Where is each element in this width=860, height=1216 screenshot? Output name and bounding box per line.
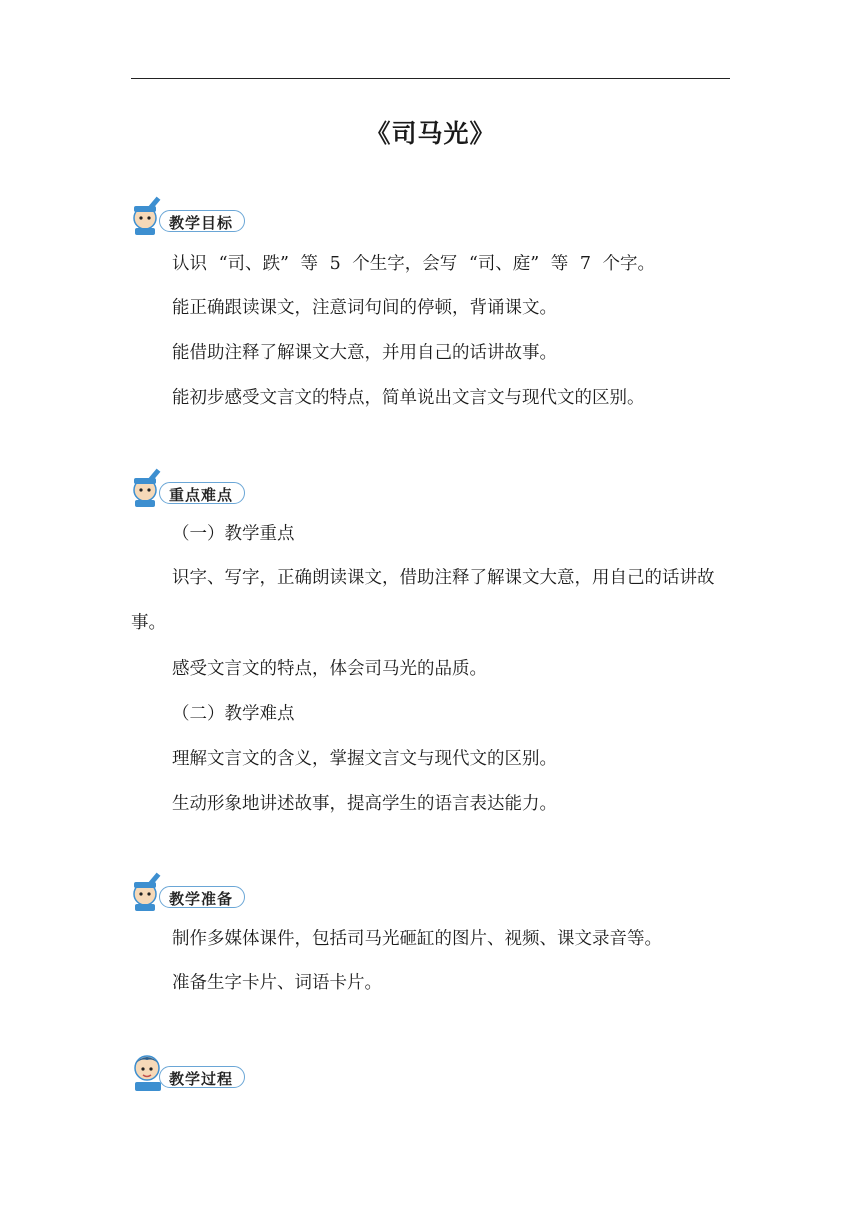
header-rule [131, 78, 730, 79]
paragraph: 生动形象地讲述故事，提高学生的语言表达能力。 [172, 794, 557, 814]
paragraph: 感受文言文的特点，体会司马光的品质。 [172, 659, 487, 679]
page-title: 《司马光》 [365, 119, 496, 148]
section-heading-label: 教学过程 [169, 1070, 234, 1088]
paragraph: 理解文言文的含义，掌握文言文与现代文的区别。 [172, 749, 557, 769]
paragraph: 能正确跟读课文，注意词句间的停顿，背诵课文。 [172, 298, 557, 318]
section-heading-process [129, 1050, 269, 1094]
section-heading-label: 教学准备 [169, 890, 234, 908]
section-heading-preparation [129, 870, 269, 914]
paragraph: 准备生字卡片、词语卡片。 [172, 973, 382, 993]
paragraph: 制作多媒体课件，包括司马光砸缸的图片、视频、课文录音等。 [172, 929, 662, 949]
section-heading-objectives [129, 194, 269, 238]
subheading: （一）教学重点 [172, 524, 295, 544]
section-heading-key-points [129, 466, 269, 510]
paragraph: 识字、写字，正确朗读课文，借助注释了解课文大意，用自己的话讲故事。 [131, 568, 715, 633]
subheading: （二）教学难点 [172, 704, 295, 724]
section-heading-label: 重点难点 [169, 486, 234, 504]
paragraph: 能初步感受文言文的特点，简单说出文言文与现代文的区别。 [172, 388, 645, 408]
paragraph: 认识 “司、跌” 等 5 个生字，会写 “司、庭” 等 7 个字。 [172, 254, 656, 274]
paragraph: 能借助注释了解课文大意，并用自己的话讲故事。 [172, 343, 557, 363]
section-heading-label: 教学目标 [169, 214, 234, 232]
